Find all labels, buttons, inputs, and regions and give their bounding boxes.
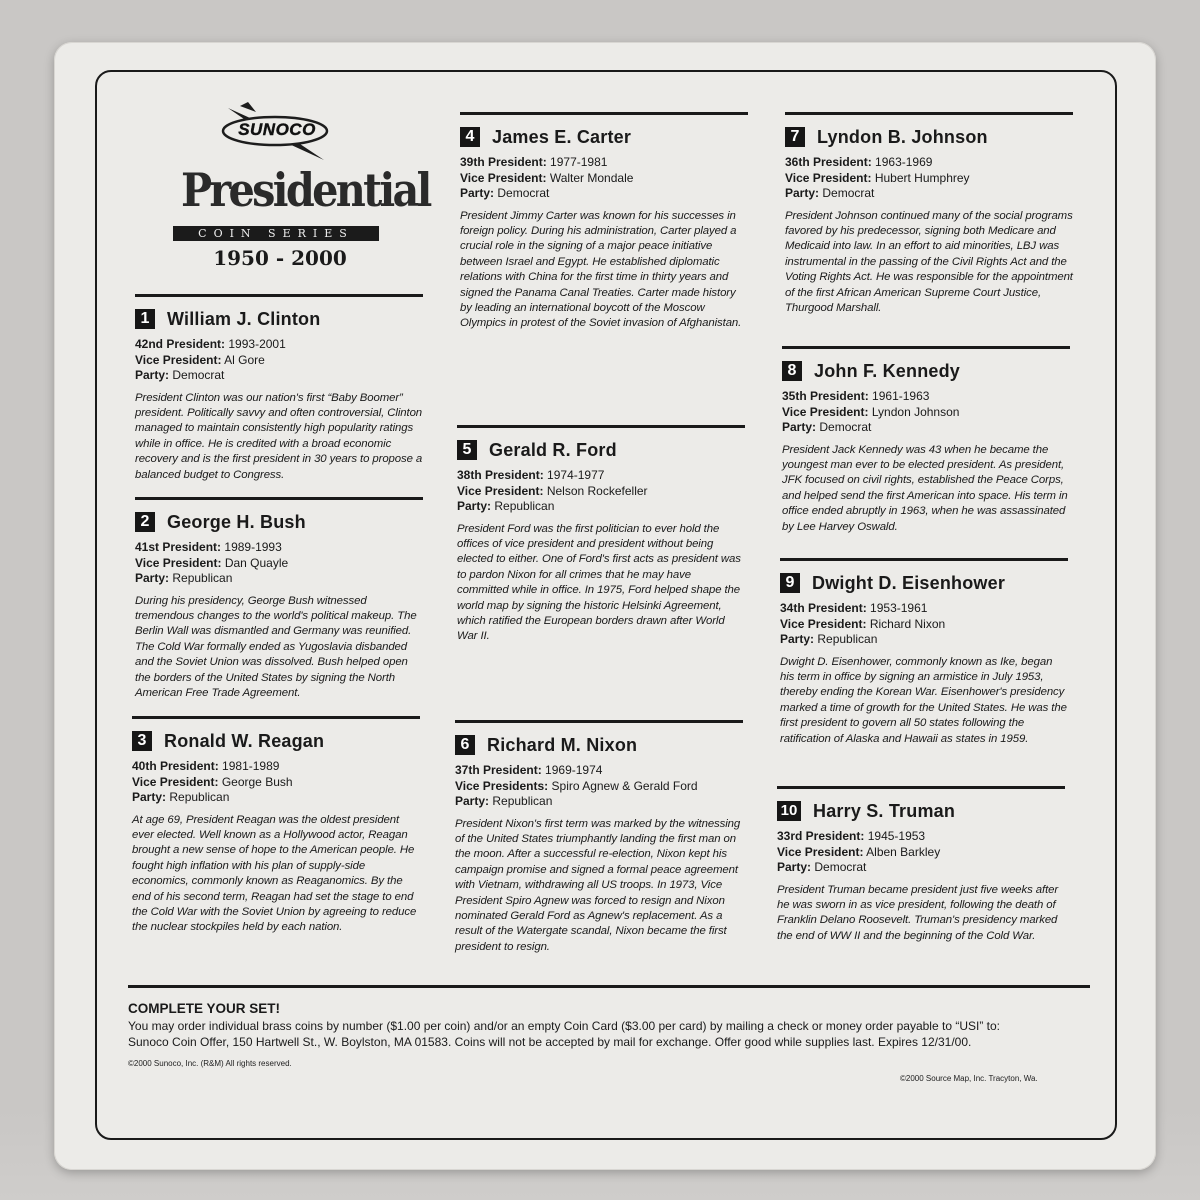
- president-entry-9: [780, 558, 1068, 747]
- party-label: Party:: [780, 632, 815, 646]
- order-label: 37th President:: [455, 763, 542, 777]
- party-label: Party:: [457, 499, 492, 513]
- footer-rule: [128, 985, 1090, 988]
- party-label: Party:: [782, 420, 817, 434]
- section-rule: [785, 112, 1073, 115]
- president-name: Gerald R. Ford: [489, 439, 617, 460]
- entry-number: 5: [457, 440, 477, 460]
- order-label: 40th President:: [132, 759, 219, 773]
- section-rule: [455, 720, 743, 723]
- president-entry-8: [782, 346, 1070, 535]
- president-entry-4: [460, 112, 748, 332]
- president-meta: [780, 601, 1068, 648]
- party: Democrat: [814, 860, 867, 874]
- president-entry-2: [135, 497, 423, 701]
- order-label: 36th President:: [785, 155, 872, 169]
- party-label: Party:: [460, 186, 495, 200]
- president-entry-6: [455, 720, 743, 955]
- order-line-2: Sunoco Coin Offer, 150 Hartwell St., W. Boylston, MA 01583. Coins will not be accepted by mail for exchange. Offer good while supplies last. Expires 12/31/00.: [128, 1035, 972, 1049]
- president-meta: [455, 763, 743, 810]
- section-rule: [135, 497, 423, 500]
- president-description: At age 69, President Reagan was the oldest president ever elected. Well known as a Hollywood actor, Reagan brought a new sense of hope to the American people. He fought high inflation with his plan of supply-side economics, commonly known as Reaganomics. By the end of his second term, Reagan had set the stage to end the Cold War with the Soviet Union by agreeing to reduce the nuclear stockpiles held by each nation.: [132, 813, 417, 934]
- order-info: [128, 1001, 1088, 1050]
- president-name: Ronald W. Reagan: [164, 730, 325, 751]
- president-name: Richard M. Nixon: [487, 734, 638, 755]
- vp-label: Vice President:: [782, 404, 869, 419]
- party: Republican: [492, 794, 553, 808]
- term: 1989-1993: [224, 540, 282, 554]
- party: Republican: [172, 571, 233, 585]
- logo-years: 1950 - 2000: [213, 246, 347, 270]
- president-description: During his presidency, George Bush witnessed tremendous changes to the world's political makeup. The Berlin Wall was dismantled and Germany was reunified. The Cold War formally ended as Yugoslavia disbanded and the Soviet Union was dissolved. Bush helped open the borders of the United States by signing the North American Free Trade Agreement.: [135, 594, 417, 699]
- party: Democrat: [172, 368, 225, 382]
- party-label: Party:: [455, 794, 490, 808]
- order-label: 35th President:: [782, 389, 869, 403]
- party-label: Party:: [785, 186, 820, 200]
- order-line-1: You may order individual brass coins by number ($1.00 per coin) and/or an empty Coin Card ($3.00 per card) by mailing a check or money order payable to “USI” to:: [128, 1019, 1000, 1033]
- vice-president: George Bush: [221, 774, 293, 789]
- party: Democrat: [497, 186, 550, 200]
- president-name: George H. Bush: [167, 511, 306, 532]
- president-description: Dwight D. Eisenhower, commonly known as Ike, began his term in office by signing an armistice in July 1953, thereby ending the Korean War. Eisenhower's presidency marked a time of growth for the United States. He was the first president to govern all 50 states following the ratification of Alaska and Hawaii as states in 1959.: [780, 655, 1067, 745]
- entry-number: 10: [777, 801, 801, 821]
- vp-label: Vice President:: [135, 352, 222, 367]
- term: 1953-1961: [870, 601, 928, 615]
- section-rule: [132, 716, 420, 719]
- party-label: Party:: [132, 790, 167, 804]
- party-label: Party:: [777, 860, 812, 874]
- order-label: 41st President:: [135, 540, 222, 554]
- order-label: 38th President:: [457, 468, 544, 482]
- president-meta: [135, 540, 423, 587]
- vice-president: Walter Mondale: [549, 170, 634, 185]
- president-name: Dwight D. Eisenhower: [812, 572, 1006, 593]
- logo-subtitle: COIN SERIES: [173, 226, 379, 241]
- order-label: 42nd President:: [135, 337, 226, 351]
- party: Republican: [169, 790, 230, 804]
- copyright-sunoco: ©2000 Sunoco, Inc. (R&M) All rights reserved.: [128, 1059, 292, 1068]
- section-rule: [457, 425, 745, 428]
- party-label: Party:: [135, 368, 170, 382]
- term: 1963-1969: [875, 155, 933, 169]
- term: 1974-1977: [547, 468, 605, 482]
- term: 1969-1974: [545, 763, 603, 777]
- president-meta: [460, 155, 748, 202]
- president-description: President Ford was the first politician to ever hold the offices of vice president and president without being elected to either. One of Ford's first acts as president was to pardon Nixon for all crimes that he may have committed while in office. In 1975, Ford helped shape the world map by signing the historic Helsinki Agreement, which ratified the European borders drawn after World War II.: [457, 522, 741, 643]
- entry-number: 6: [455, 735, 475, 755]
- vice-president: Alben Barkley: [866, 844, 941, 859]
- vice-president: Al Gore: [224, 352, 265, 367]
- vp-label: Vice President:: [457, 483, 544, 498]
- vice-president: Spiro Agnew & Gerald Ford: [551, 778, 698, 793]
- vp-label: Vice President:: [135, 555, 222, 570]
- vice-president: Dan Quayle: [224, 555, 289, 570]
- president-meta: [132, 759, 420, 806]
- section-rule: [135, 294, 423, 297]
- president-description: President Johnson continued many of the social programs favored by his predecessor, signing both Medicare and Medicaid into law. In an effort to aid minorities, LBJ was instrumental in the passing of the Civil Rights Act and the Voting Rights Act. He was responsible for the appointment of the first African American Supreme Court Justice, Thurgood Marshall.: [785, 209, 1073, 314]
- president-entry-10: [777, 786, 1065, 944]
- term: 1981-1989: [222, 759, 280, 773]
- president-entry-7: [785, 112, 1073, 316]
- vice-president: Nelson Rockefeller: [546, 483, 648, 498]
- president-entry-5: [457, 425, 745, 645]
- vice-president: Richard Nixon: [869, 616, 946, 631]
- president-description: President Truman became president just five weeks after he was sworn in as vice president, following the death of Franklin Delano Roosevelt. Truman's presidency marked the end of WW II and the beginning of the Cold War.: [777, 883, 1059, 942]
- section-rule: [460, 112, 748, 115]
- logo-title: Presidential: [181, 163, 430, 217]
- order-title: COMPLETE YOUR SET!: [128, 1001, 281, 1016]
- vp-label: Vice President:: [777, 844, 864, 859]
- entry-number: 2: [135, 512, 155, 532]
- entry-number: 7: [785, 127, 805, 147]
- term: 1993-2001: [228, 337, 286, 351]
- entry-number: 9: [780, 573, 800, 593]
- president-name: James E. Carter: [492, 126, 632, 147]
- party: Republican: [494, 499, 555, 513]
- president-name: John F. Kennedy: [814, 360, 961, 381]
- section-rule: [780, 558, 1068, 561]
- vice-president: Hubert Humphrey: [874, 170, 970, 185]
- president-meta: [457, 468, 745, 515]
- term: 1977-1981: [550, 155, 608, 169]
- entry-number: 4: [460, 127, 480, 147]
- president-entry-3: [132, 716, 420, 936]
- term: 1961-1963: [872, 389, 930, 403]
- party-label: Party:: [135, 571, 170, 585]
- order-label: 34th President:: [780, 601, 867, 615]
- vp-label: Vice President:: [460, 170, 547, 185]
- party: Democrat: [819, 420, 872, 434]
- entry-number: 8: [782, 361, 802, 381]
- vp-label: Vice President:: [785, 170, 872, 185]
- president-meta: [777, 829, 1065, 876]
- section-rule: [782, 346, 1070, 349]
- vp-label: Vice President:: [132, 774, 219, 789]
- term: 1945-1953: [867, 829, 926, 843]
- president-name: Lyndon B. Johnson: [817, 126, 988, 147]
- president-description: President Clinton was our nation's first “Baby Boomer” president. Politically savvy and often controversial, Clinton managed to maintain consistently high popularity ratings while in office. He is credited with a broad economic recovery and is the first president in 30 years to propose a balanced budget to Congress.: [135, 391, 423, 481]
- president-entry-1: [135, 294, 423, 483]
- president-name: Harry S. Truman: [813, 800, 956, 821]
- president-meta: [782, 389, 1070, 436]
- vp-label: Vice President:: [780, 616, 867, 631]
- sunoco-brand: SUNOCO: [238, 120, 316, 139]
- president-description: President Jack Kennedy was 43 when he became the youngest man ever to be elected president. As president, JFK focused on civil rights, established the Peace Corps, and helped send the first American into space. His term in office ended abruptly in 1963, when he was assassinated by Lee Harvey Oswald.: [782, 443, 1068, 533]
- entry-number: 1: [135, 309, 155, 329]
- vp-label: Vice Presidents:: [455, 778, 549, 793]
- president-meta: [135, 337, 423, 384]
- president-description: President Nixon's first term was marked by the witnessing of the United States triumphantly landing the first man on the moon. After a successful re-election, Nixon kept his campaign promise and signed a formal peace agreement with Vietnam, withdrawing all US troops. In 1973, Vice President Spiro Agnew was forced to resign and Nixon nominated Gerald Ford as Agnew's replacement. As a result of the Watergate scandal, Nixon became the first president to resign.: [455, 817, 741, 953]
- party: Republican: [817, 632, 878, 646]
- party: Democrat: [822, 186, 875, 200]
- copyright-sourcemap: ©2000 Source Map, Inc. Tracyton, Wa.: [900, 1074, 1038, 1083]
- order-label: 33rd President:: [777, 829, 865, 843]
- president-description: President Jimmy Carter was known for his successes in foreign policy. During his administration, Carter played a crucial role in the signing of a major peace initiative between Israel and Egypt. He established diplomatic relations with China for the first time in thirty years and signed the Panama Canal Treaties. Carter made history by leading an international boycott of the Moscow Olympics in protest of the Soviet invasion of Afghanistan.: [460, 209, 742, 330]
- entry-number: 3: [132, 731, 152, 751]
- president-meta: [785, 155, 1073, 202]
- vice-president: Lyndon Johnson: [871, 404, 960, 419]
- section-rule: [777, 786, 1065, 789]
- order-label: 39th President:: [460, 155, 547, 169]
- president-name: William J. Clinton: [167, 308, 321, 329]
